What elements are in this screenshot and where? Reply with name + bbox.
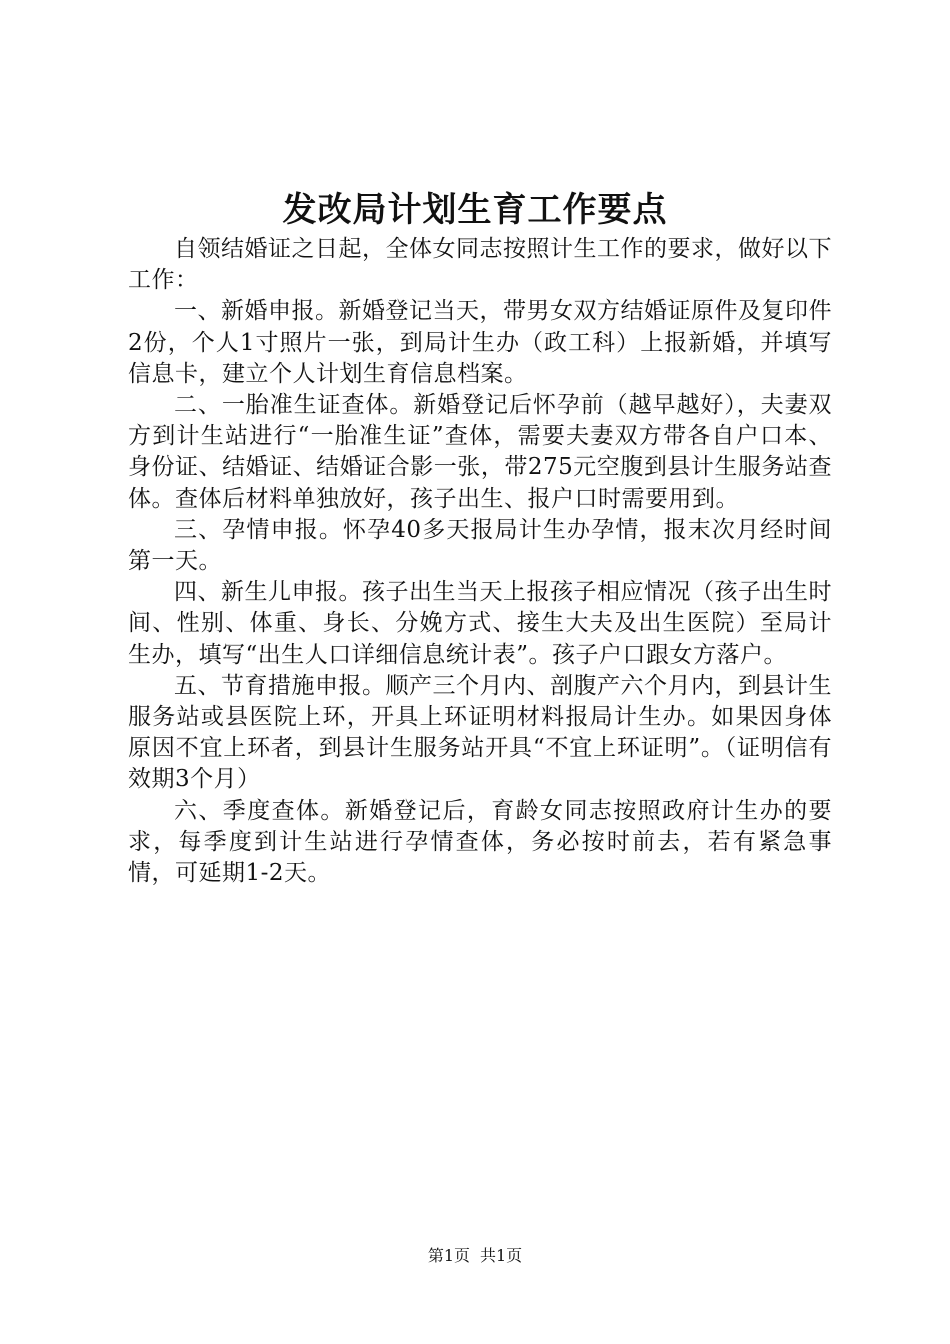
paragraph-item-6: 六、季度查体。新婚登记后，育龄女同志按照政府计生办的要求，每季度到计生站进行孕情查体，务必按时前去，若有紧急事情，可延期1-2天。: [128, 797, 832, 887]
paragraph-item-4: 四、新生儿申报。孩子出生当天上报孩子相应情况（孩子出生时间、性别、体重、身长、分娩方式、接生大夫及出生医院）至局计生办，填写“出生人口详细信息统计表”。孩子户口跟女方落户。: [128, 579, 832, 668]
paragraph-item-3: 三、孕情申报。怀孕40多天报局计生办孕情，报末次月经时间第一天。: [128, 516, 832, 575]
page-footer: [0, 1244, 950, 1268]
paragraph-item-5: 五、节育措施申报。顺产三个月内、剖腹产六个月内，到县计生服务站或县医院上环，开具上环证明材料报局计生办。如果因身体原因不宜上环者，到县计生服务站开具“不宜上环证明”。（证明信有效期3个月）: [128, 672, 832, 793]
paragraph-item-1: 一、新婚申报。新婚登记当天，带男女双方结婚证原件及复印件2份，个人1寸照片一张，到局计生办（政工科）上报新婚，并填写信息卡，建立个人计划生育信息档案。: [128, 298, 832, 387]
paragraph-intro: 自领结婚证之日起，全体女同志按照计生工作的要求，做好以下工作：: [128, 236, 832, 294]
paragraph-item-2: 二、一胎准生证查体。新婚登记后怀孕前（越早越好），夫妻双方到计生站进行“一胎准生证”查体，需要夫妻双方带各自户口本、身份证、结婚证、结婚证合影一张，带275元空腹到县计生服务站查体。查体后材料单独放好，孩子出生、报户口时需要用到。: [128, 392, 832, 512]
page-total: 共1页: [480, 1246, 523, 1265]
page-number: 第1页: [427, 1246, 470, 1265]
document-title: 发改局计划生育工作要点: [282, 190, 668, 230]
document-body: [128, 234, 832, 889]
